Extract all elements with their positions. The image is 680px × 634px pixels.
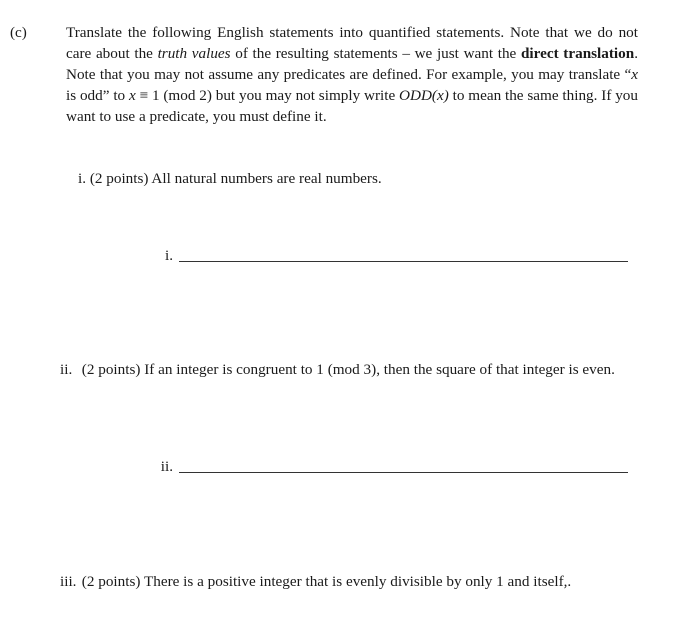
part-c-instructions: [10, 22, 638, 127]
question-1: [78, 168, 638, 189]
instructions-text-5: ≡ 1 (mod 2) but you may not simply write: [135, 87, 400, 104]
math-variable-x-1: x: [631, 66, 638, 83]
instructions-emphasis-truth-values: truth values: [157, 45, 231, 62]
instructions-bold-direct-translation: direct translation: [520, 45, 635, 62]
instructions-text-1: Translate the following English statements into quantified statements. Note that we do not care about the: [66, 24, 638, 62]
answer-2-label: ii.: [160, 458, 173, 475]
math-predicate-odd: ODD(x): [399, 87, 449, 104]
question-3: iii. (2 points) There is a positive integer that is evenly divisible by only 1 and itself,.: [60, 573, 572, 590]
instructions-text-2: of the resulting statements – we just want the: [230, 45, 521, 62]
instructions-text-4: is odd” to: [66, 87, 129, 104]
part-label: (c): [10, 24, 27, 41]
instructions-text-3: . Note that you may not assume any predicates are defined. For example, you may translate “: [66, 45, 638, 83]
question-1-number: i.: [78, 170, 87, 187]
question-2-text: (2 points) If an integer is congruent to 1 (mod 3), then the square of that integer is even.: [81, 361, 615, 378]
question-3-text: (2 points) There is a positive integer that is evenly divisible by only 1 and itself,.: [81, 573, 572, 590]
question-2: ii. (2 points) If an integer is congruent to 1 (mod 3), then the square of that integer is even.: [60, 361, 615, 378]
question-1-text: (2 points) All natural numbers are real numbers.: [89, 170, 382, 187]
instructions-paragraph: [10, 22, 638, 127]
math-variable-x-2: x: [128, 87, 136, 104]
answer-1-blank-line[interactable]: [179, 261, 628, 262]
answer-1-label: i.: [164, 247, 173, 264]
instructions-text-6: to mean the same thing. If you want to use a predicate, you must define it.: [66, 87, 638, 125]
answer-2-blank-line[interactable]: [179, 472, 628, 473]
